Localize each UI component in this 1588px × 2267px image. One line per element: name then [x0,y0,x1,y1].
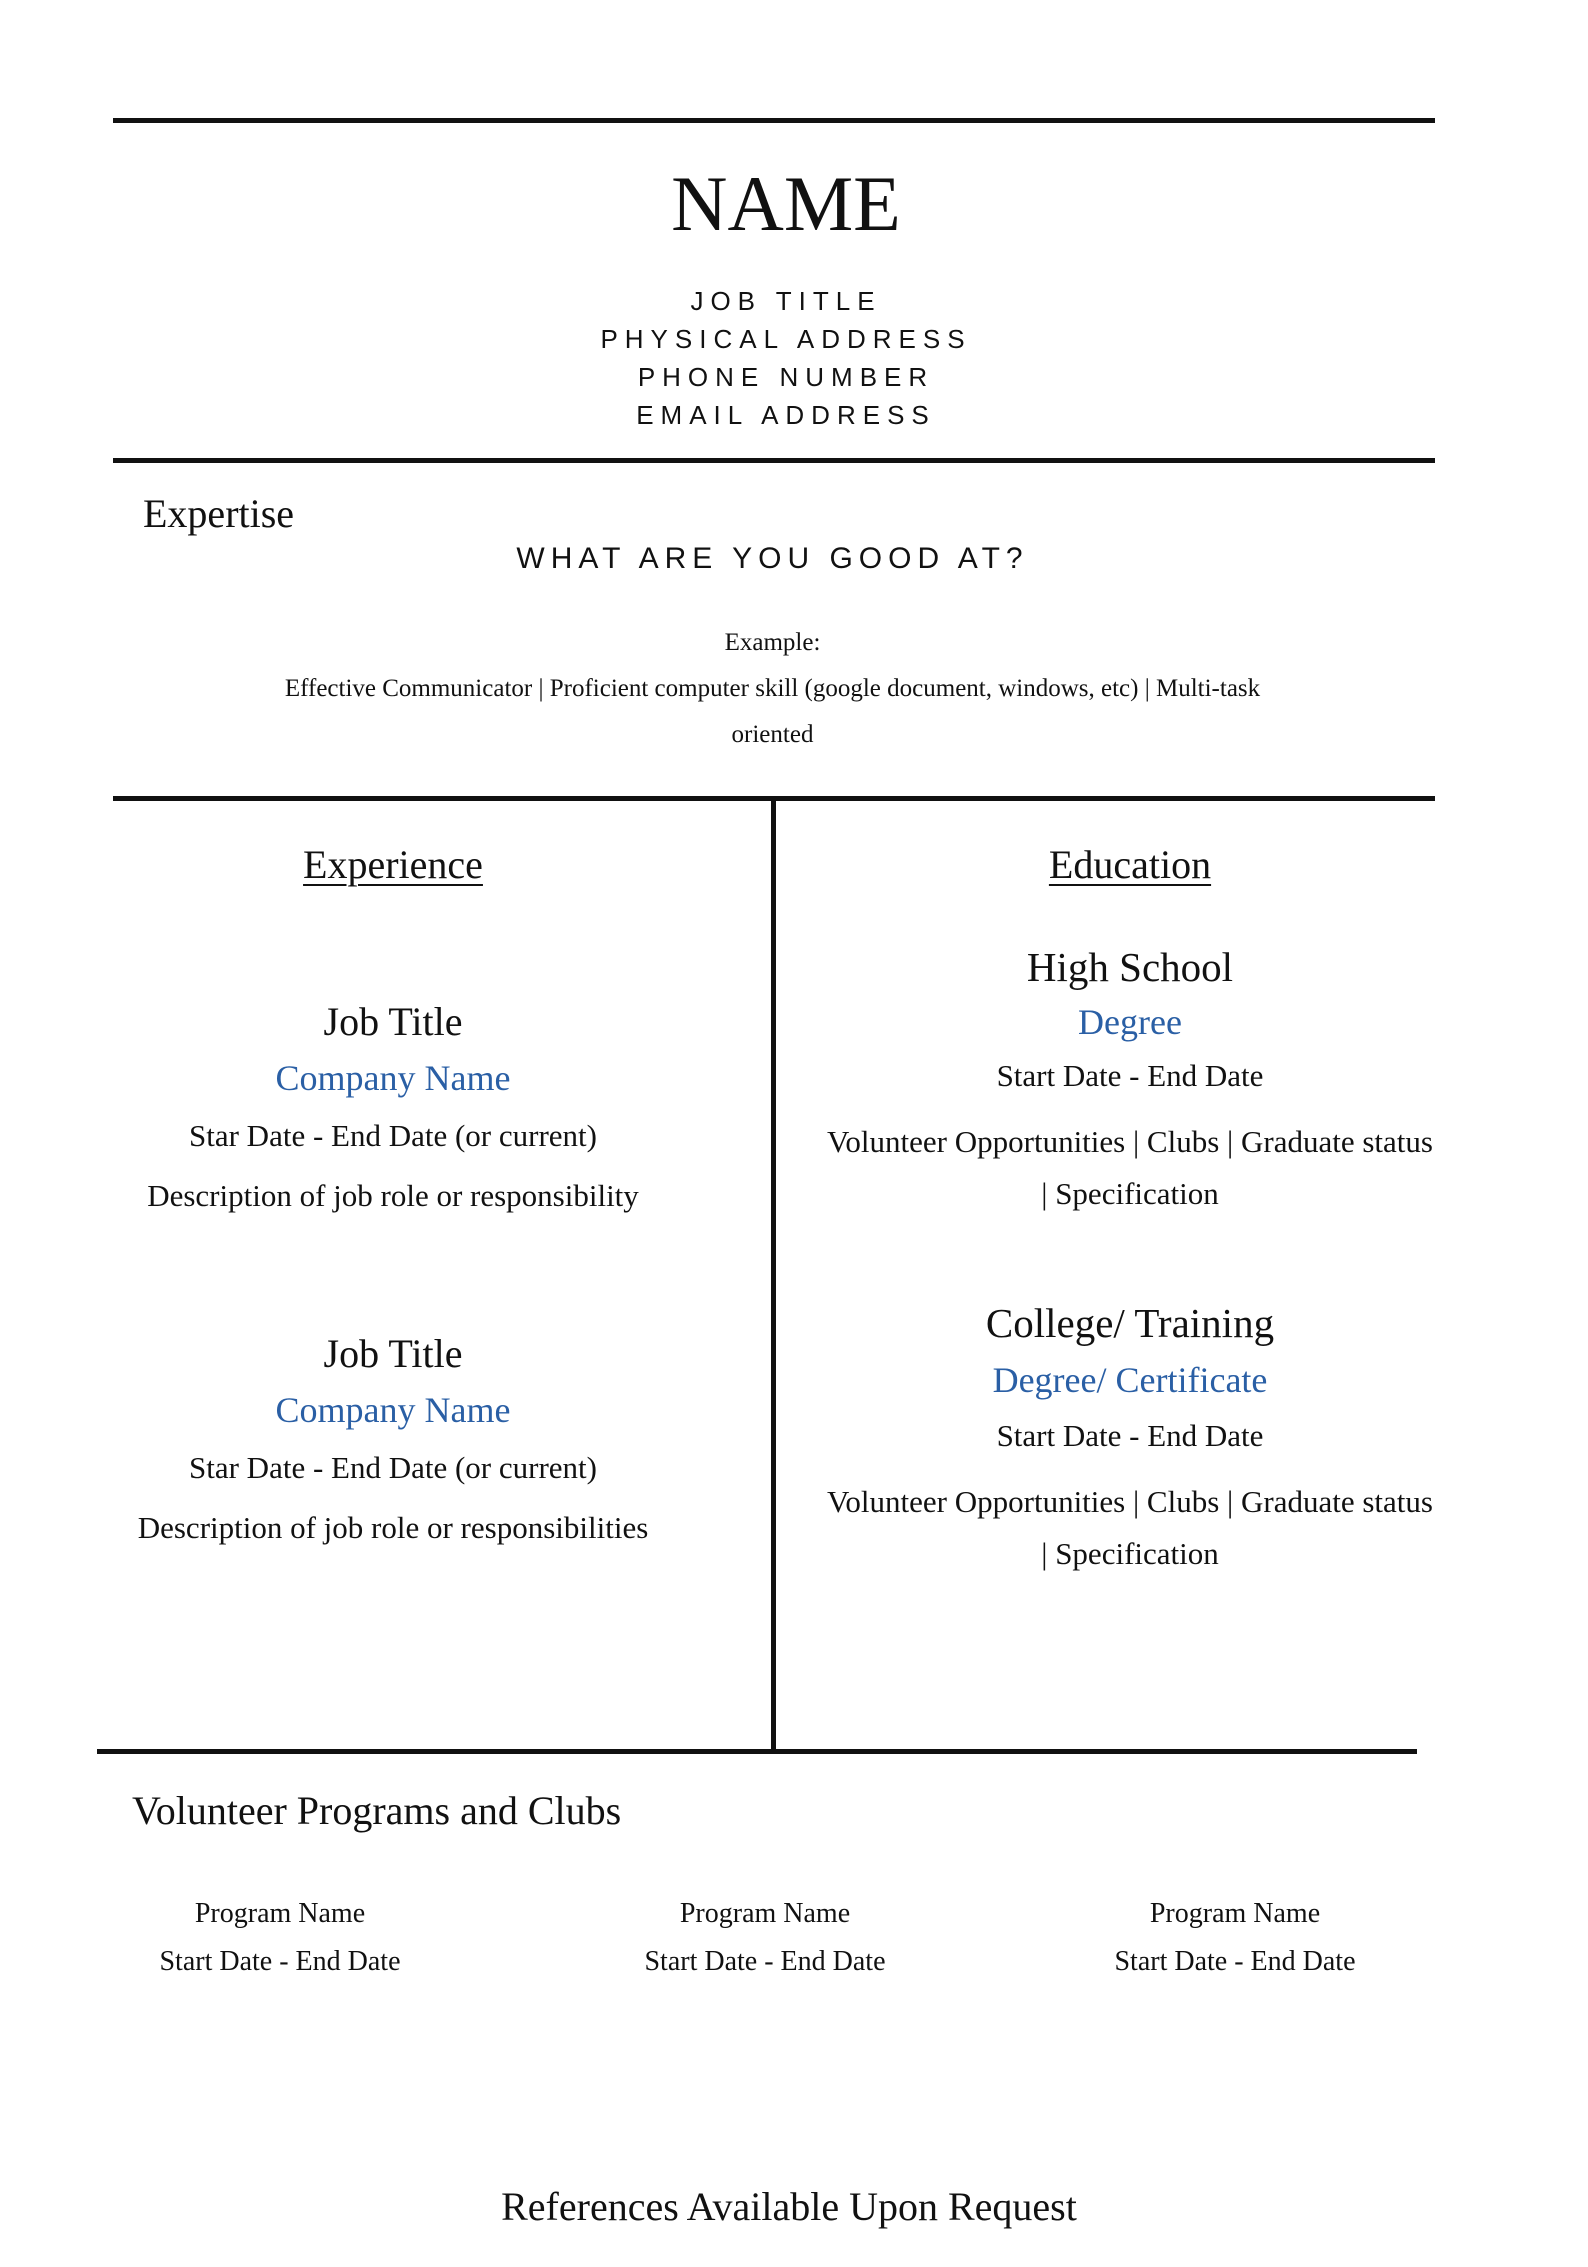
program-name: Program Name [679,1898,851,1929]
degree: Degree [1078,1002,1182,1042]
header [0,160,1572,248]
program-dates: Start Date - End Date [159,1946,401,1977]
job-entry [113,1328,673,1556]
volunteer-heading: Volunteer Programs and Clubs [132,1788,622,1833]
header-divider [113,458,1435,463]
education-details-2: | Specification [1041,1536,1219,1571]
references-note: References Available Upon Request [501,2184,1077,2229]
contact-block [0,282,1572,434]
phone-number: PHONE NUMBER [637,362,935,392]
education-column [800,840,1460,1580]
education-entry [800,1296,1460,1580]
job-title: Job Title [323,999,463,1044]
job-entry [113,996,673,1224]
program-item [130,1890,430,1986]
education-dates: Start Date - End Date [996,1058,1264,1093]
column-divider [771,799,776,1754]
expertise-heading: Expertise [143,491,295,536]
education-details-2: | Specification [1041,1176,1219,1211]
education-details-1: Volunteer Opportunities | Clubs | Graduate status [827,1484,1433,1519]
job-description: Description of job role or responsibility [147,1178,639,1213]
degree: Degree/ Certificate [992,1360,1268,1400]
expertise-subheading: WHAT ARE YOU GOOD AT? [516,542,1029,575]
education-details-1: Volunteer Opportunities | Clubs | Graduate status [827,1124,1433,1159]
program-name: Program Name [1149,1898,1321,1929]
program-dates: Start Date - End Date [644,1946,886,1977]
program-dates: Start Date - End Date [1114,1946,1356,1977]
job-title: Job Title [323,1331,463,1376]
education-entry [800,940,1460,1220]
experience-column [113,840,673,1556]
school-name: College/ Training [985,1300,1275,1346]
program-name: Program Name [194,1898,366,1929]
job-title: JOB TITLE [690,286,882,316]
physical-address: PHYSICAL ADDRESS [600,324,972,354]
job-dates: Star Date - End Date (or current) [189,1450,597,1485]
resume-name: NAME [671,160,901,247]
example-line-1: Effective Communicator | Proficient computer skill (google document, windows, etc) | Multi-task [284,675,1261,702]
school-name: High School [1026,944,1234,990]
experience-heading: Experience [303,842,483,887]
example-label: Example: [724,629,821,656]
education-heading: Education [1048,842,1212,887]
expertise-examples [0,620,1545,758]
education-dates: Start Date - End Date [996,1418,1264,1453]
program-item [615,1890,915,1986]
job-dates: Star Date - End Date (or current) [189,1118,597,1153]
company-name: Company Name [275,1390,511,1430]
company-name: Company Name [275,1058,511,1098]
email-address: EMAIL ADDRESS [636,400,936,430]
program-item [1085,1890,1385,1986]
job-description: Description of job role or responsibilities [137,1510,649,1545]
columns-bottom-divider [97,1749,1417,1754]
top-divider [113,118,1435,123]
example-line-2: oriented [731,721,814,748]
